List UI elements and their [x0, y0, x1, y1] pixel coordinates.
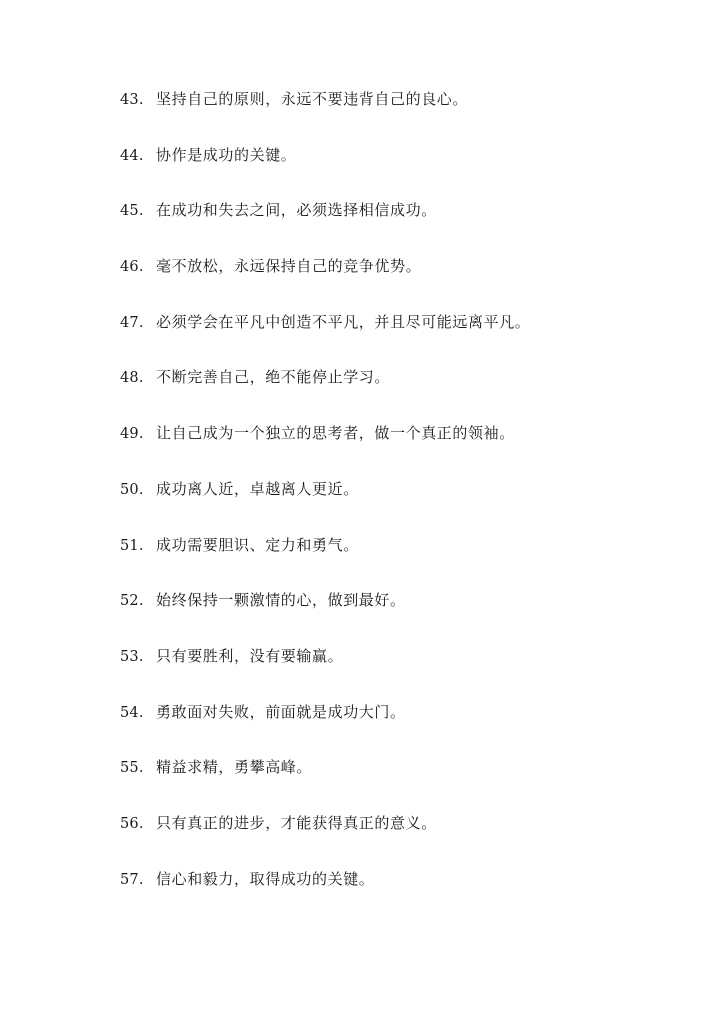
list-item — [120, 866, 680, 922]
item-number: 43. — [120, 92, 144, 108]
list-item — [120, 643, 680, 699]
item-number: 48. — [120, 370, 144, 387]
item-text: 只有真正的进步，才能获得真正的意义。 — [156, 813, 437, 832]
item-number: 49. — [120, 426, 144, 443]
list-item — [120, 253, 680, 309]
item-number: 53. — [120, 648, 144, 665]
item-text: 让自己成为一个独立的思考者，做一个真正的领袖。 — [156, 424, 515, 443]
list-item — [120, 810, 680, 866]
item-text: 协作是成功的关键。 — [156, 145, 297, 164]
numbered-list — [120, 86, 680, 921]
item-text: 始终保持一颗激情的心，做到最好。 — [156, 591, 406, 610]
list-item — [120, 532, 680, 588]
item-text: 不断完善自己，绝不能停止学习。 — [156, 368, 391, 387]
item-text: 成功需要胆识、定力和勇气。 — [156, 535, 359, 554]
item-text: 信心和毅力，取得成功的关键。 — [156, 869, 375, 888]
list-item — [120, 476, 680, 532]
list-item — [120, 699, 680, 755]
item-number: 46. — [120, 259, 144, 276]
item-number: 44. — [120, 147, 144, 164]
item-text: 必须学会在平凡中创造不平凡，并且尽可能远离平凡。 — [156, 312, 531, 331]
list-item — [120, 309, 680, 365]
item-number: 50. — [120, 481, 144, 498]
item-text: 在成功和失去之间，必须选择相信成功。 — [156, 201, 437, 220]
list-item — [120, 86, 680, 142]
item-text: 成功离人近，卓越离人更近。 — [156, 479, 359, 498]
item-text: 坚持自己的原则，永远不要违背自己的良心。 — [156, 90, 469, 108]
item-text: 只有要胜利，没有要输赢。 — [156, 646, 344, 665]
item-number: 52. — [120, 593, 144, 610]
item-number: 51. — [120, 537, 144, 554]
item-number: 56. — [120, 815, 144, 832]
list-item — [120, 754, 680, 810]
item-text: 精益求精，勇攀高峰。 — [156, 758, 313, 777]
item-number: 45. — [120, 203, 144, 220]
list-item — [120, 587, 680, 643]
list-item — [120, 364, 680, 420]
item-number: 57. — [120, 871, 144, 888]
item-number: 54. — [120, 704, 144, 721]
list-item — [120, 420, 680, 476]
item-number: 47. — [120, 314, 144, 331]
item-text: 毫不放松，永远保持自己的竞争优势。 — [156, 257, 422, 276]
list-item — [120, 142, 680, 198]
list-item — [120, 197, 680, 253]
item-text: 勇敢面对失败，前面就是成功大门。 — [156, 702, 406, 721]
item-number: 55. — [120, 760, 144, 777]
